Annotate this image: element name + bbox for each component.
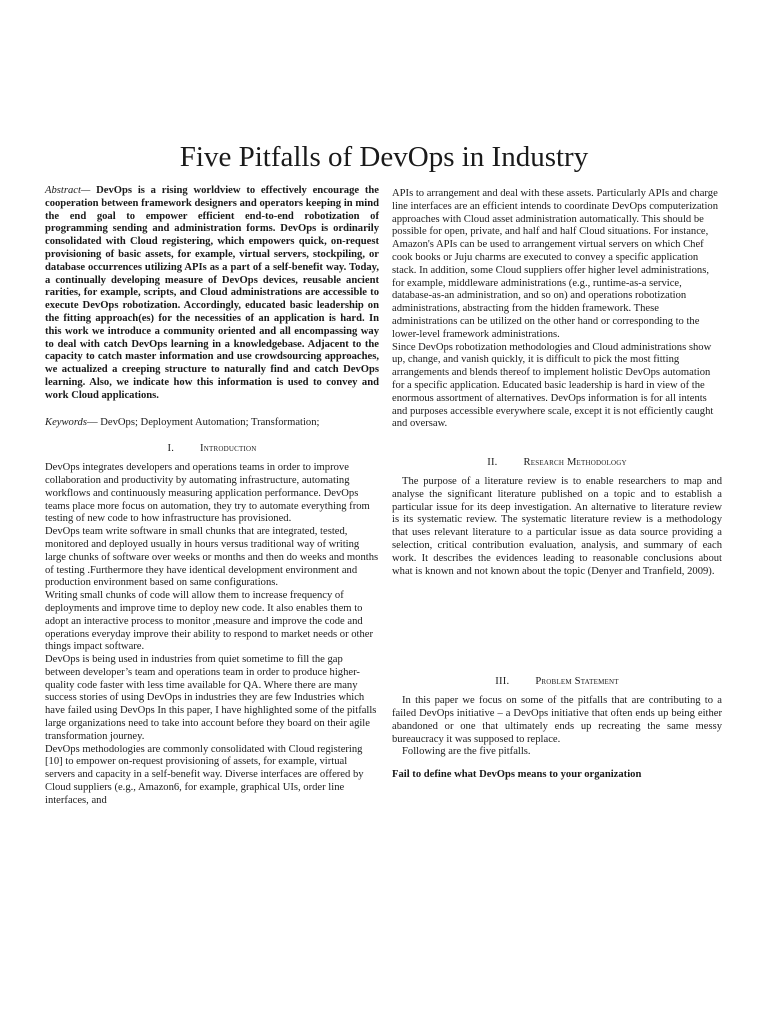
right-column — [392, 188, 722, 782]
research-paragraph: The purpose of a literature review is to enable researchers to map and analyse the significant literature published on a topic and to establish a particular issue for its deep investigation. An alternative to literature review is its systematic review. The systematic literature review is a methodology that uses relevant literature to a particular issue as data source providing a selection, critical contribution evaluation, analysis, and summary of each work. It describes the evidences leading to reasonable conclusions about what is known and not known about the topic (Denyer and Tranfield, 2009). — [392, 475, 722, 577]
intro-continued-paragraph: APIs to arrangement and deal with these assets. Particularly APIs and charge line interfaces are an efficient intends to coordinate DevOps computerization approaches with Cloud asset administration automatically. This should be possible for open, private, and half and half Cloud situations. For instance, Amazon's APIs can be used to arrangement virtual servers on which Chef cook books or Juju charms are executed to convey a specific application stack. In addition, some Cloud suppliers offer higher level administrations, for example, middleware administrations (e.g., runtime-as-a service, database-as-an administration, and so on) and operations robotization administrations, abstracting from the hidden framework. These administrations can be utilized on the other hand or corresponding to the lower-level framework administrations. — [392, 188, 719, 340]
intro-paragraph: Writing small chunks of code will allow them to increase frequency of deployments and improve time to deploy new code. It also enables them to adopt an interactive process to monitor ,measure and improve the code and operations everyday improve their ability to respond to market needs or other things impact software. — [45, 590, 374, 653]
section-heading-research-methodology — [392, 457, 722, 470]
section-number: II. — [487, 457, 498, 469]
section-heading-introduction — [45, 443, 379, 456]
section-number: I. — [167, 443, 175, 455]
intro-paragraph: DevOps methodologies are commonly consolidated with Cloud registering [10] to empower on-request provisioning of assets, for example, virtual servers and capacity in a self-benefit way. Diverse interfaces are offered by Cloud suppliers (e.g., Amazon6, for example, graphical UIs, order line interfaces, and — [45, 743, 364, 806]
keywords-text: — DevOps; Deployment Automation; Transformation; — [86, 416, 320, 428]
pitfall-subheading: Fail to define what DevOps means to your organization — [392, 769, 642, 781]
section-title: Problem Statement — [535, 676, 619, 688]
intro-continued-paragraph: Since DevOps robotization methodologies and Cloud administrations show up, change, and vanish quickly, it is difficult to pick the most fitting arrangements and blends thereof to implement holistic DevOps automation for a specific application. Educated basic leadership is hard in view of the enormous assortment of alternatives. DevOps information is for all intents and purposes accessible everywhere scale, except it is not efficiently caught and oversaw. — [392, 341, 714, 430]
intro-paragraph: DevOps is being used in industries from quiet sometime to fill the gap between developer’s team and operations team in order to produce higher-quality code faster with less time available for QA. Where there are many success stories of using DevOps in industries they are few Industries which have failed using DevOps In this paper, I have highlighted some of the pitfalls large organizations need to take into account before they board on their agile transformation journey. — [45, 654, 377, 742]
problem-paragraph: Following are the five pitfalls. — [402, 746, 531, 758]
section-title: Introduction — [200, 443, 257, 455]
abstract-text: DevOps is a rising worldview to effectively encourage the cooperation between framework designers and operators keeping in mind the end goal to empower efficient end-to-end robotization of programming sending and administration forms. DevOps is ordinarily consolidated with Cloud registering, which empowers quick, on-request provisioning of basic assets, for example, virtual servers, stockpiling, or database occurrences utilizing APIs as a part of a self-benefit way. Today, a continually developing measure of DevOps devices, reusable ancient rarities, for example, scripts, and Cloud administrations are accessible to execute DevOps robotization. Accordingly, educated basic leadership on the fitting approach(es) for the necessities of an application is hard. In this work we introduce a community oriented and all encompassing way to deal with catch DevOps learning in a knowledgebase. Adjacent to the capacity to catch master information and use crowdsourcing approaches, we actualized a creeping structure to naturally find and catch DevOps learning. Also, we indicate how this information is used to convey and work Cloud applications. — [45, 185, 379, 401]
intro-paragraph: DevOps integrates developers and operations teams in order to improve collaboration and productivity by automating infrastructure, automating workflows and continuously measuring application performance. DevOps teams place more focus on automation, they try to automate everything from testing of new code to how infrastructure has provisioned. — [45, 462, 370, 525]
abstract — [45, 185, 379, 403]
problem-paragraph: In this paper we focus on some of the pitfalls that are contributing to a failed DevOps initiative – a DevOps initiative that often ends up being either abandoned or one that ultimately ends up recreating the same messy bureaucracy it was supposed to replace. — [392, 695, 722, 745]
keywords — [45, 417, 379, 430]
paper-title: Five Pitfalls of DevOps in Industry — [179, 141, 589, 173]
section-title: Research Methodology — [523, 457, 627, 469]
left-column — [45, 185, 379, 808]
section-number: III. — [495, 676, 510, 688]
intro-paragraph: DevOps team write software in small chunks that are integrated, tested, monitored and deployed usually in hours versus traditional way of writing large chunks of software over weeks or months and then do weeks and months of testing .Furthermore they have identical development environment and production environment based on same configurations. — [45, 526, 379, 589]
section-heading-problem-statement — [392, 676, 722, 689]
abstract-label: Abstract— — [45, 185, 91, 196]
keywords-label: Keywords — [45, 416, 87, 428]
